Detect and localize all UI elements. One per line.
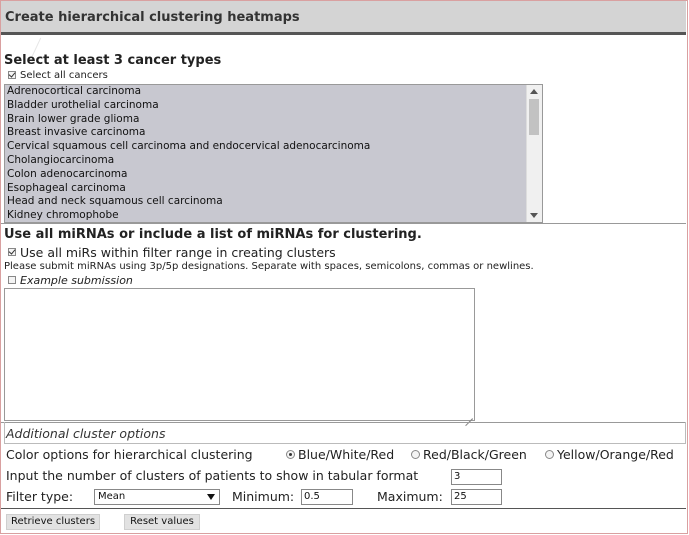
cancer-option[interactable]: Adrenocortical carcinoma	[7, 85, 142, 97]
mirna-instructions: Please submit miRNAs using 3p/5p designations. Separate with spaces, semicolons, commas or newlines.	[4, 261, 534, 272]
color-options-label: Color options for hierarchical clustering	[6, 447, 253, 462]
color-yellow-orange-red-radio[interactable]	[545, 450, 554, 459]
maximum-label: Maximum:	[377, 489, 443, 504]
options-section-title: Additional cluster options	[6, 426, 166, 441]
cancer-option[interactable]: Cervical squamous cell carcinoma and endocervical adenocarcinoma	[7, 140, 371, 153]
listbox-scrollbar[interactable]	[526, 85, 542, 222]
color-choice-label: Blue/White/Red	[298, 447, 395, 462]
cancer-option[interactable]: Colon adenocarcinoma	[7, 167, 128, 180]
dropdown-arrow-icon	[207, 494, 215, 500]
scroll-down-arrow-icon[interactable]	[530, 213, 538, 218]
cancer-option[interactable]: Cholangiocarcinoma	[7, 153, 115, 166]
color-choice-label: Red/Black/Green	[423, 447, 527, 462]
minimum-label: Minimum:	[232, 489, 295, 504]
use-all-mirs-checkbox[interactable]	[8, 248, 16, 256]
page-title: Create hierarchical clustering heatmaps	[5, 10, 300, 25]
clusters-count-input[interactable]: 3	[451, 469, 502, 485]
mirna-section-title: Use all miRNAs or include a list of miRNAs for clustering.	[4, 227, 422, 242]
scroll-up-arrow-icon[interactable]	[530, 89, 538, 94]
reset-values-button[interactable]: Reset values	[124, 514, 200, 530]
cancer-option[interactable]: Esophageal carcinoma	[7, 181, 126, 194]
resize-handle-icon[interactable]	[465, 411, 473, 419]
retrieve-clusters-button[interactable]: Retrieve clusters	[6, 514, 100, 530]
filter-type-select[interactable]	[94, 489, 220, 505]
section-divider	[1, 223, 686, 224]
use-all-mirs-label: Use all miRs within filter range in creating clusters	[20, 245, 336, 260]
cancer-option[interactable]: Head and neck squamous cell carcinoma	[7, 195, 223, 208]
color-red-black-green-radio[interactable]	[411, 450, 420, 459]
select-all-cancers-label: Select all cancers	[20, 70, 108, 81]
section-divider	[4, 443, 686, 444]
cancer-section-title: Select at least 3 cancer types	[4, 53, 222, 68]
example-submission-checkbox[interactable]	[8, 276, 16, 284]
select-all-cancers-checkbox[interactable]	[8, 71, 16, 79]
clusters-count-label: Input the number of clusters of patients to show in tabular format	[6, 468, 419, 483]
color-choice-label: Yellow/Orange/Red	[557, 447, 674, 462]
color-blue-white-red-radio[interactable]	[286, 450, 295, 459]
cancer-option[interactable]: Bladder urothelial carcinoma	[7, 98, 159, 111]
cancer-option[interactable]: Breast invasive carcinoma	[7, 126, 146, 139]
maximum-input[interactable]: 25	[451, 489, 502, 505]
section-divider	[1, 508, 686, 509]
filter-type-value: Mean	[98, 491, 126, 502]
scrollbar-thumb[interactable]	[529, 99, 539, 135]
example-submission-label: Example submission	[20, 274, 133, 287]
cancer-list	[7, 85, 525, 223]
mirna-list-textarea[interactable]	[4, 288, 475, 421]
page-header	[1, 1, 686, 35]
cancer-option[interactable]: Kidney chromophobe	[7, 209, 119, 222]
cancer-type-listbox[interactable]	[4, 84, 543, 223]
cancer-option[interactable]: Brain lower grade glioma	[7, 112, 140, 125]
filter-type-label: Filter type:	[6, 489, 74, 504]
minimum-input[interactable]: 0.5	[301, 489, 353, 505]
